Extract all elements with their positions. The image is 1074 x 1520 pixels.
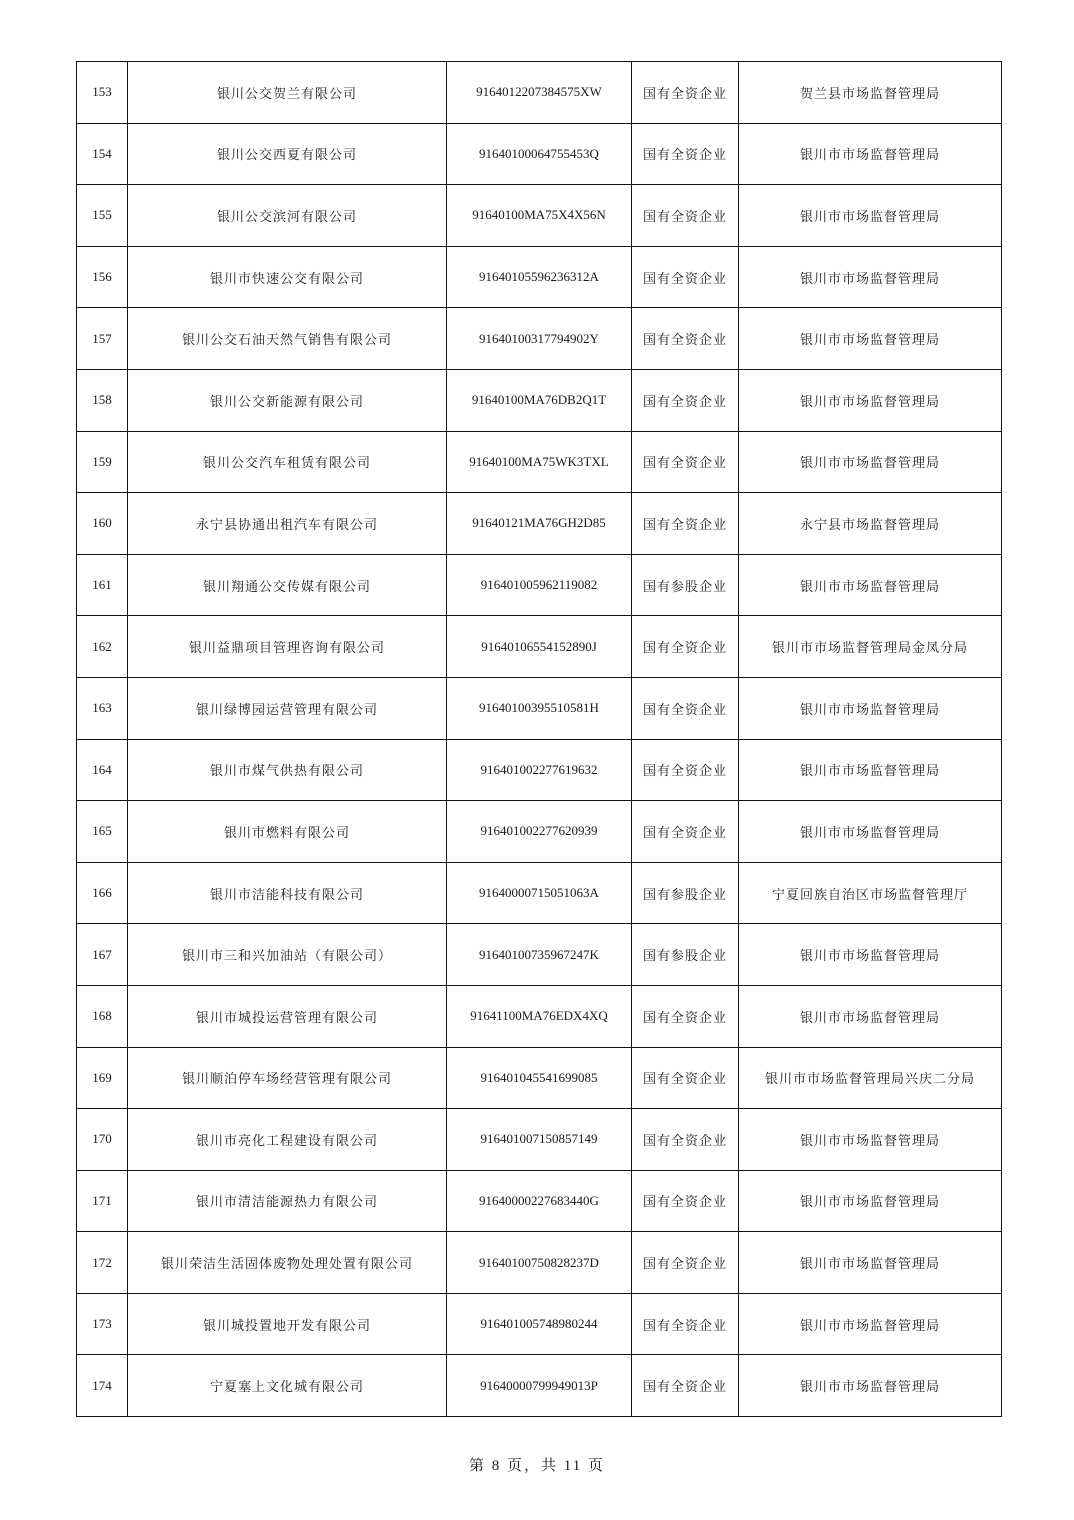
credit-code-cell: 91641100MA76EDX4XQ <box>447 985 632 1047</box>
credit-code-cell: 916401007150857149 <box>447 1109 632 1171</box>
company-name-cell: 银川市煤气供热有限公司 <box>128 739 447 801</box>
table-row <box>77 1355 1002 1417</box>
credit-code-cell: 91640000799949013P <box>447 1355 632 1417</box>
row-number-cell: 163 <box>77 677 128 739</box>
company-name-cell: 银川市亮化工程建设有限公司 <box>128 1109 447 1171</box>
table-row <box>77 924 1002 986</box>
registration-authority-cell: 银川市市场监督管理局 <box>739 246 1002 308</box>
credit-code-cell: 91640106554152890J <box>447 616 632 678</box>
credit-code-cell: 91640100064755453Q <box>447 123 632 185</box>
enterprise-type-cell: 国有全资企业 <box>632 493 739 555</box>
credit-code-cell: 91640100MA75X4X56N <box>447 185 632 247</box>
enterprise-type-cell: 国有全资企业 <box>632 739 739 801</box>
registration-authority-cell: 银川市市场监督管理局 <box>739 1355 1002 1417</box>
registration-authority-cell: 银川市市场监督管理局 <box>739 123 1002 185</box>
enterprise-type-cell: 国有全资企业 <box>632 1047 739 1109</box>
registration-authority-cell: 银川市市场监督管理局 <box>739 739 1002 801</box>
credit-code-cell: 91640000715051063A <box>447 862 632 924</box>
credit-code-cell: 91640100750828237D <box>447 1232 632 1294</box>
table-row <box>77 739 1002 801</box>
enterprise-type-cell: 国有全资企业 <box>632 308 739 370</box>
company-name-cell: 银川荣洁生活固体废物处理处置有限公司 <box>128 1232 447 1294</box>
row-number-cell: 158 <box>77 369 128 431</box>
credit-code-cell: 91640100735967247K <box>447 924 632 986</box>
enterprise-type-cell: 国有全资企业 <box>632 431 739 493</box>
company-name-cell: 银川绿博园运营管理有限公司 <box>128 677 447 739</box>
company-name-cell: 宁夏塞上文化城有限公司 <box>128 1355 447 1417</box>
company-name-cell: 银川市清洁能源热力有限公司 <box>128 1170 447 1232</box>
table-row <box>77 616 1002 678</box>
credit-code-cell: 916401005962119082 <box>447 554 632 616</box>
row-number-cell: 173 <box>77 1293 128 1355</box>
row-number-cell: 172 <box>77 1232 128 1294</box>
registration-authority-cell: 永宁县市场监督管理局 <box>739 493 1002 555</box>
enterprise-type-cell: 国有参股企业 <box>632 924 739 986</box>
row-number-cell: 169 <box>77 1047 128 1109</box>
registration-authority-cell: 银川市市场监督管理局 <box>739 1293 1002 1355</box>
row-number-cell: 162 <box>77 616 128 678</box>
enterprise-type-cell: 国有全资企业 <box>632 985 739 1047</box>
credit-code-cell: 916401002277619632 <box>447 739 632 801</box>
enterprise-type-cell: 国有全资企业 <box>632 1170 739 1232</box>
credit-code-cell: 916401045541699085 <box>447 1047 632 1109</box>
enterprise-type-cell: 国有全资企业 <box>632 185 739 247</box>
enterprise-type-cell: 国有全资企业 <box>632 1109 739 1171</box>
row-number-cell: 153 <box>77 62 128 124</box>
company-name-cell: 银川市三和兴加油站（有限公司） <box>128 924 447 986</box>
row-number-cell: 154 <box>77 123 128 185</box>
table-row <box>77 554 1002 616</box>
table-row <box>77 431 1002 493</box>
registration-authority-cell: 宁夏回族自治区市场监督管理厅 <box>739 862 1002 924</box>
row-number-cell: 170 <box>77 1109 128 1171</box>
credit-code-cell: 91640000227683440G <box>447 1170 632 1232</box>
company-name-cell: 银川市洁能科技有限公司 <box>128 862 447 924</box>
row-number-cell: 156 <box>77 246 128 308</box>
credit-code-cell: 91640121MA76GH2D85 <box>447 493 632 555</box>
table-row <box>77 801 1002 863</box>
enterprise-type-cell: 国有参股企业 <box>632 554 739 616</box>
company-name-cell: 银川公交滨河有限公司 <box>128 185 447 247</box>
table-row <box>77 123 1002 185</box>
enterprise-type-cell: 国有全资企业 <box>632 1355 739 1417</box>
registration-authority-cell: 银川市市场监督管理局金凤分局 <box>739 616 1002 678</box>
company-name-cell: 银川公交新能源有限公司 <box>128 369 447 431</box>
row-number-cell: 168 <box>77 985 128 1047</box>
row-number-cell: 155 <box>77 185 128 247</box>
enterprise-type-cell: 国有全资企业 <box>632 123 739 185</box>
credit-code-cell: 91640100317794902Y <box>447 308 632 370</box>
table-row <box>77 493 1002 555</box>
credit-code-cell: 91640100MA76DB2Q1T <box>447 369 632 431</box>
page-footer: 第 8 页，共 11 页 <box>469 1458 605 1474</box>
table-row <box>77 1170 1002 1232</box>
table-row <box>77 677 1002 739</box>
credit-code-cell: 91640105596236312A <box>447 246 632 308</box>
registration-authority-cell: 贺兰县市场监督管理局 <box>739 62 1002 124</box>
company-name-cell: 银川公交西夏有限公司 <box>128 123 447 185</box>
table-row <box>77 1232 1002 1294</box>
registration-authority-cell: 银川市市场监督管理局 <box>739 431 1002 493</box>
row-number-cell: 166 <box>77 862 128 924</box>
row-number-cell: 171 <box>77 1170 128 1232</box>
enterprise-type-cell: 国有全资企业 <box>632 1293 739 1355</box>
registration-authority-cell: 银川市市场监督管理局 <box>739 924 1002 986</box>
table-row <box>77 1109 1002 1171</box>
registration-authority-cell: 银川市市场监督管理局 <box>739 308 1002 370</box>
table-row <box>77 246 1002 308</box>
registration-authority-cell: 银川市市场监督管理局 <box>739 677 1002 739</box>
row-number-cell: 159 <box>77 431 128 493</box>
table-row <box>77 369 1002 431</box>
row-number-cell: 174 <box>77 1355 128 1417</box>
company-name-cell: 银川公交汽车租赁有限公司 <box>128 431 447 493</box>
table-row <box>77 1047 1002 1109</box>
credit-code-cell: 91640100MA75WK3TXL <box>447 431 632 493</box>
registration-authority-cell: 银川市市场监督管理局 <box>739 369 1002 431</box>
company-name-cell: 银川公交贺兰有限公司 <box>128 62 447 124</box>
company-name-cell: 银川市燃料有限公司 <box>128 801 447 863</box>
registration-authority-cell: 银川市市场监督管理局 <box>739 1232 1002 1294</box>
enterprise-type-cell: 国有全资企业 <box>632 62 739 124</box>
row-number-cell: 161 <box>77 554 128 616</box>
table-row <box>77 185 1002 247</box>
table-body <box>77 62 1002 1417</box>
table-row <box>77 1293 1002 1355</box>
registration-authority-cell: 银川市市场监督管理局 <box>739 185 1002 247</box>
credit-code-cell: 916401005748980244 <box>447 1293 632 1355</box>
company-table <box>76 61 1002 1417</box>
row-number-cell: 160 <box>77 493 128 555</box>
company-name-cell: 银川城投置地开发有限公司 <box>128 1293 447 1355</box>
table-row <box>77 308 1002 370</box>
table-row <box>77 62 1002 124</box>
enterprise-type-cell: 国有参股企业 <box>632 862 739 924</box>
row-number-cell: 157 <box>77 308 128 370</box>
row-number-cell: 164 <box>77 739 128 801</box>
registration-authority-cell: 银川市市场监督管理局 <box>739 554 1002 616</box>
row-number-cell: 165 <box>77 801 128 863</box>
company-name-cell: 永宁县协通出租汽车有限公司 <box>128 493 447 555</box>
registration-authority-cell: 银川市市场监督管理局 <box>739 801 1002 863</box>
company-name-cell: 银川益鼎项目管理咨询有限公司 <box>128 616 447 678</box>
company-name-cell: 银川顺泊停车场经营管理有限公司 <box>128 1047 447 1109</box>
enterprise-type-cell: 国有全资企业 <box>632 246 739 308</box>
registration-authority-cell: 银川市市场监督管理局 <box>739 1109 1002 1171</box>
credit-code-cell: 916401002277620939 <box>447 801 632 863</box>
company-name-cell: 银川公交石油天然气销售有限公司 <box>128 308 447 370</box>
enterprise-type-cell: 国有全资企业 <box>632 616 739 678</box>
enterprise-type-cell: 国有全资企业 <box>632 1232 739 1294</box>
enterprise-type-cell: 国有全资企业 <box>632 677 739 739</box>
company-name-cell: 银川市快速公交有限公司 <box>128 246 447 308</box>
registration-authority-cell: 银川市市场监督管理局 <box>739 985 1002 1047</box>
enterprise-type-cell: 国有全资企业 <box>632 369 739 431</box>
table-row <box>77 985 1002 1047</box>
row-number-cell: 167 <box>77 924 128 986</box>
company-name-cell: 银川市城投运营管理有限公司 <box>128 985 447 1047</box>
credit-code-cell: 91640100395510581H <box>447 677 632 739</box>
company-name-cell: 银川翔通公交传媒有限公司 <box>128 554 447 616</box>
registration-authority-cell: 银川市市场监督管理局兴庆二分局 <box>739 1047 1002 1109</box>
registration-authority-cell: 银川市市场监督管理局 <box>739 1170 1002 1232</box>
credit-code-cell: 9164012207384575XW <box>447 62 632 124</box>
table-row <box>77 862 1002 924</box>
enterprise-type-cell: 国有全资企业 <box>632 801 739 863</box>
company-table-container <box>76 61 1001 1417</box>
